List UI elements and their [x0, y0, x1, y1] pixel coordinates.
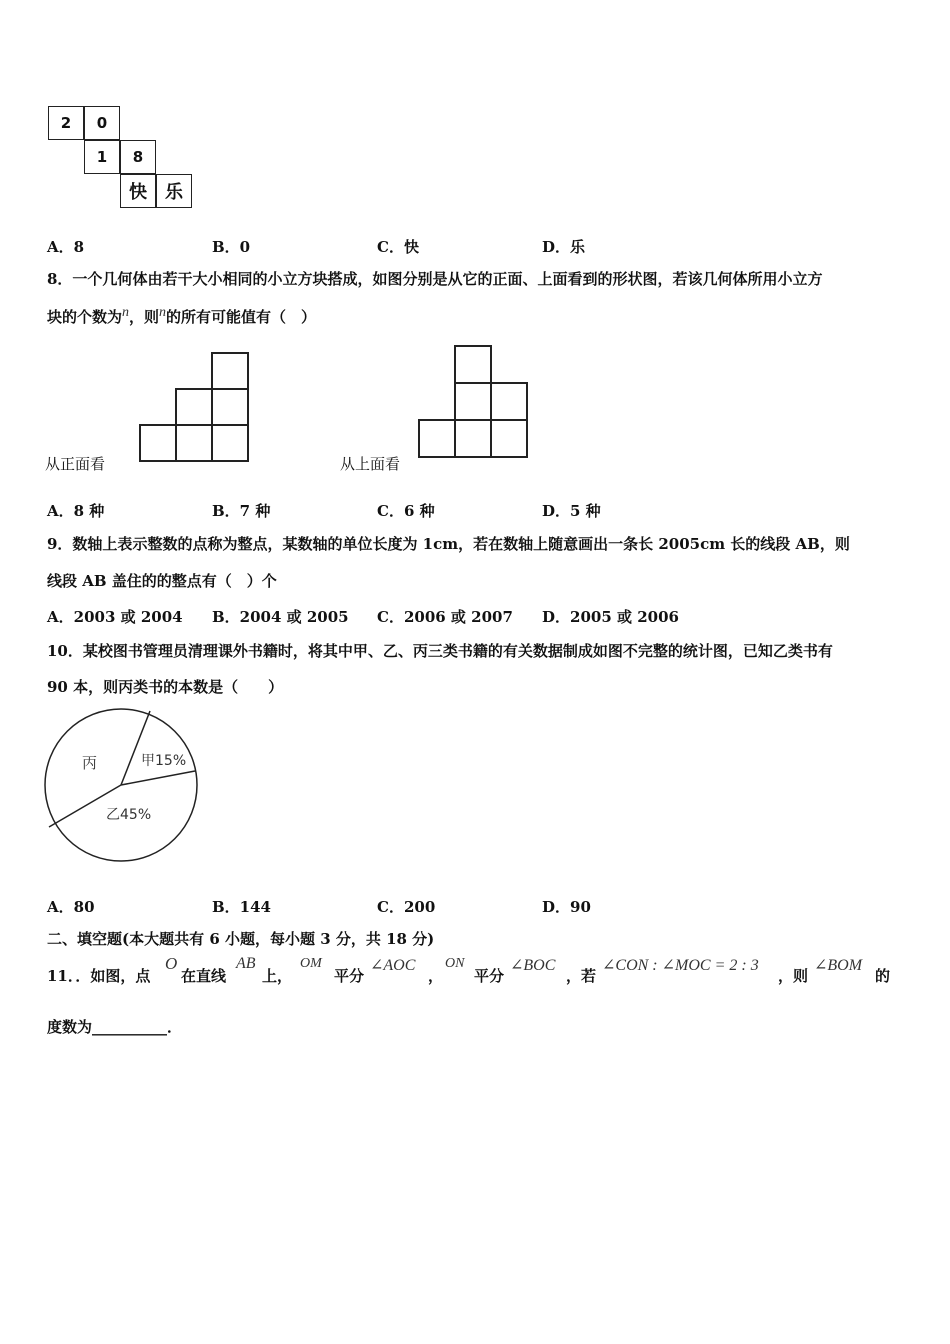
top-view-cube	[455, 346, 491, 383]
front-view-cube	[176, 425, 212, 461]
q11-text-2: 在直线	[181, 967, 227, 985]
q8-text-b: ，则	[129, 308, 160, 326]
front-view-cube	[212, 389, 248, 425]
q11-ratio: ∠CON : ∠MOC = 2 : 3	[602, 957, 759, 974]
front-view-figure	[110, 340, 270, 470]
q11-text-7: ，若	[566, 967, 597, 985]
q7-option-a: A．8	[47, 238, 85, 256]
q11-ray-on: ON	[445, 956, 465, 971]
q9-option-b: B．2004 或 2005	[212, 608, 349, 626]
net-cell: 乐	[156, 174, 192, 208]
q11-angle-bom: ∠BOM	[814, 957, 863, 974]
front-view-cube	[212, 425, 248, 461]
pie-label-bing: 丙	[82, 754, 98, 772]
q9-option-d: D．2005 或 2006	[542, 608, 679, 626]
q11-line-ab: AB	[236, 955, 256, 972]
top-view-label: 从上面看	[340, 455, 401, 473]
q11-angle-boc: ∠BOC	[510, 957, 556, 974]
front-view-label: 从正面看	[45, 455, 106, 473]
q8-option-b: B．7 种	[212, 502, 271, 520]
q10-line1: 10．某校图书管理员清理课外书籍时，将其中甲、乙、丙三类书籍的有关数据制成如图不完整的统计图，已知乙类书有	[47, 642, 833, 660]
q11-text-5: ，	[428, 967, 444, 985]
q11-text-4: 平分	[334, 967, 365, 985]
q10-option-a: A．80	[47, 898, 95, 916]
net-cell: 1	[84, 140, 120, 174]
q10-option-d: D．90	[542, 898, 591, 916]
q10-option-c: C．200	[377, 898, 436, 916]
top-view-cube	[419, 420, 455, 457]
q9-option-c: C．2006 或 2007	[377, 608, 513, 626]
front-view-cube	[140, 425, 176, 461]
q9-line2: 线段 AB 盖住的的整点有（ ）个	[47, 572, 277, 590]
q11-angle-aoc: ∠AOC	[370, 957, 416, 974]
pie-divider	[121, 711, 150, 785]
top-view-figure	[405, 340, 545, 470]
net-cell: 2	[48, 106, 84, 140]
q11-ray-om: OM	[300, 956, 322, 971]
q11-text-9: 的	[875, 967, 891, 985]
pie-divider	[121, 771, 195, 785]
net-cell: 0	[84, 106, 120, 140]
front-view-cube	[176, 389, 212, 425]
top-view-cube	[455, 383, 491, 420]
pie-label-jia: 甲15%	[141, 753, 187, 769]
q8-var-n: n	[159, 305, 167, 320]
top-view-cube	[491, 383, 527, 420]
front-view-cube	[212, 353, 248, 389]
q8-option-c: C．6 种	[377, 502, 435, 520]
q8-line2	[47, 307, 316, 329]
q7-option-d: D．乐	[542, 238, 586, 256]
q9-line1: 9．数轴上表示整数的点称为整点，某数轴的单位长度为 1cm，若在数轴上随意画出一条长 2005cm 长的线段 AB，则	[47, 535, 850, 553]
q8-option-d: D．5 种	[542, 502, 601, 520]
q11-text-3: 上，	[262, 967, 293, 985]
section2-heading: 二、填空题(本大题共有 6 小题，每小题 3 分，共 18 分)	[47, 930, 435, 948]
q11-answer-line: 度数为__________．	[47, 1018, 183, 1036]
q8-option-a: A．8 种	[47, 502, 105, 520]
net-cell: 快	[120, 174, 156, 208]
q9-option-a: A．2003 或 2004	[47, 608, 183, 626]
pie-label-yi: 乙45%	[106, 807, 152, 823]
top-view-cube	[455, 420, 491, 457]
q11-text-6: 平分	[474, 967, 505, 985]
pie-chart	[40, 705, 205, 865]
q10-line2: 90 本，则丙类书的本数是（ ）	[47, 678, 284, 696]
q7-option-c: C．快	[377, 238, 419, 256]
q8-text-c: 的所有可能值有（ ）	[166, 308, 317, 326]
q8-text-a: 块的个数为	[47, 308, 123, 326]
q8-var-n: n	[122, 305, 130, 320]
net-cell: 8	[120, 140, 156, 174]
q11-text-1: 11．．如图，点	[47, 967, 151, 985]
q11-point-o: O	[165, 954, 178, 973]
q10-option-b: B．144	[212, 898, 271, 916]
top-view-cube	[491, 420, 527, 457]
q7-option-b: B．0	[212, 238, 251, 256]
q11-text-8: ，则	[778, 967, 809, 985]
q8-line1: 8．一个几何体由若干大小相同的小立方块搭成，如图分别是从它的正面、上面看到的形状图，若该几何体所用小立方	[47, 270, 823, 288]
